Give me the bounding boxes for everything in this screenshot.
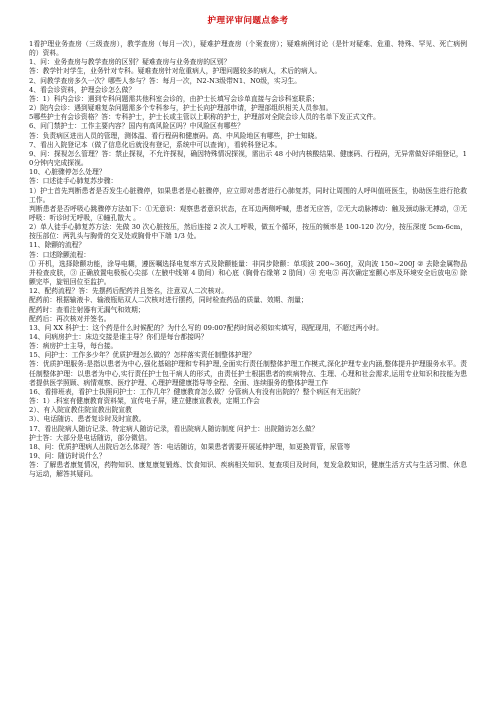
paragraph-line: 2）院内会诊：遇到疑难复杂问题需多个专科参与，护士长向护理部申请，护理部组织相关人员参加。 xyxy=(29,104,333,113)
paragraph-line: 7、看出入院登记本（做了信息化后就没有登记，系统中可以查询），看转科登记本。 xyxy=(29,140,282,149)
paragraph-line: 配药前：根据输液卡、输液瓶贴双人二次核对进行摆药，同时检查药品的质量、效期、剂量； xyxy=(29,296,308,305)
paragraph-line: 18、问：优质护理病人出院后怎么体现？答：电话随访，如果患者需要开展延伸护理，如更换胃管，尿管等 xyxy=(29,442,351,451)
paragraph-line: 15、问护士：工作多少年？优质护理怎么做的？怎样落实责任制整体护理？ xyxy=(29,351,256,360)
paragraph-line: 6、问门禁护士：工作主要内容？国内有高风险区吗？中风险区有哪些？ xyxy=(29,122,245,131)
paragraph-line: 答：病房护士主导，每台接。 xyxy=(29,342,118,351)
paragraph-line: 14、问病房护士：床边交接是谁主导？你们是每台都接吗？ xyxy=(29,333,208,341)
paragraph-line: 1）护士首先判断患者是否发生心脏骤停，如果患者是心脏骤停，应立即对患者进行心肺复苏，同时让周围的人呼叫值班医生，协助医生进行抢救工作。 xyxy=(29,186,467,204)
paragraph-line: 答：口述徒手心肺复苏步骤： xyxy=(29,177,118,186)
paragraph-line: ① 开机，选择除颤功能，涂导电糊，遵医嘱选择电复率方式及除颤能量：非同步除颤：单项波 200~360J，双向波 150~200J ② 去除金属物品并检查皮肤，③ 正确放置电极板心尖部（左腋中线第 4 肋间）和心底（胸骨右缘第 2 肋间）④ 充电⑤ 再次确定室颤心率及环境安全后放电⑥ 除颤完毕，旋钮回位至监护。 xyxy=(29,259,467,287)
paragraph-line: 2）、有入院宣教住院宣教出院宣教 xyxy=(29,406,132,415)
paragraph-line: 13、问 XX 科护士：这个药是什么时候配的？为什么写的 09:00?配药时间必须如实填写，现配现用，不超过两小时。 xyxy=(29,323,383,332)
paragraph-line: 10、心脏骤停怎么处理？ xyxy=(29,168,106,177)
paragraph-line: 1看护理业务查房（三级查房），教学查房（每月一次），疑难护理查房（个案查房）；疑难病例讨论（是针对疑难、危重、特殊、罕见、死亡病例的）资料。 xyxy=(29,40,467,58)
paragraph-line: 答：1）科内会诊：遇到专科问题需共他科室会诊的，由护士长填写会诊单直接与会诊科室联系； xyxy=(29,94,319,103)
paragraph-line: 答：了解患者康复情况，药物知识、康复康复锻炼、饮食知识、疾病相关知识、复查项目及时间，复发急救知识，健康生活方式与生活习惯、休息与运动，解答其疑问。 xyxy=(29,461,467,479)
paragraph-line: 12、配药流程？答：先摆药后配药并且签名，注意双人二次核对。 xyxy=(29,287,228,296)
document-body xyxy=(29,40,467,480)
paragraph-line: 3）、电话随访、患者复诊时及时宣教。 xyxy=(29,415,146,424)
paragraph-line: 5哪些护士有会诊资格？答：专科护士，护士长或主管以上职称的护士，护理部对全院会诊人员的名单下发正式文件。 xyxy=(29,113,380,122)
document-title: 护理评审问题点参考 xyxy=(207,16,289,26)
paragraph-line: 配药时：查看注射器有无漏气和效期； xyxy=(29,305,145,314)
paragraph-line: 9、问：探视怎么管理？答：禁止探视，不允许探视，确因特殊情况探视，需出示 48 小时内核酸结果、健康码、行程码，无异常做好详细登记，10分钟内完成探视。 xyxy=(29,149,467,168)
paragraph-line: 17、看出院病人随访记录、特定病人随访记录，看出院病人随访制度 问护士：出院随访怎么做？ xyxy=(29,424,319,433)
paragraph-line: 4、看会诊资料，护理会诊怎么做？ xyxy=(29,85,136,94)
paragraph-line: 11、除颤的流程？ xyxy=(29,241,86,250)
paragraph-line: 配药后：再次核对并签名。 xyxy=(29,314,111,323)
paragraph-line: 护士答：大部分是电话随访，部分微信。 xyxy=(29,433,152,442)
paragraph-line: 2）单人徒手心肺复苏方法：先做 30 次心脏按压，然后连接 2 次人工呼吸，做五个循环，按压的频率是 100-120 次/分，按压深度 5cm-6cm，按压部位：两乳头与胸骨的交叉处或胸骨中下端 1/3 处。 xyxy=(29,223,467,241)
paragraph-line: 答：口述除颤流程： xyxy=(29,250,91,259)
paragraph-line: 答：1）.科室有健康教育资料架，宣传电子屏，建立健康宣教表，定期工作会 xyxy=(29,397,260,406)
paragraph-line: 16、看排班表，看护士执照问护士：工作几年？健康教育怎么做？分管病人有没有出院的？整个病区有无出院？ xyxy=(29,387,364,396)
paragraph-line: 1、问：业务查房与教学查房的区别？疑难查房与业务查房的区别？ xyxy=(29,58,231,67)
paragraph-line: 2、问教学查房多久一次？哪些人参与？答：每月一次，N2-N3级带N1、N0级，实习生。 xyxy=(29,76,302,85)
paragraph-line: 答：优质护理服务:是指以患者为中心,强化基础护理和专科护理,全面实行责任制整体护理工作模式,深化护理专业内涵,整体提升护理服务水平。责任制整体护理：以患者为中心,实行责任护士包干病人的形式，由责任护士根据患者的疾病特点、生理、心理和社会需求,运用专业知识和技能为患者提供医学照顾、病情观察、医疗护理、心理护理健康指导等全程、全面、连续服务的整体护理工作 xyxy=(29,360,467,387)
paragraph-line: 答：教学针对学生，业务针对专科。疑难查房针对危重病人，护理问题较多的病人，术后的病人。 xyxy=(29,67,322,76)
paragraph-line: 判断患者是否呼吸心跳骤停方法如下：①无意识：观察患者意识状态，在耳边两侧呼喊，患者无应答，②无大动脉搏动：触及颈动脉无搏动，③无呼吸：听诊时无呼吸，④瞳孔散大 。 xyxy=(29,204,467,222)
paragraph-line: 19、问：随访时说什么？ xyxy=(29,452,106,461)
paragraph-line: 答：负责病区进出人员的管理，测体温、看行程码和健康码。高、中风险地区有哪些，护士知晓。 xyxy=(29,131,322,140)
